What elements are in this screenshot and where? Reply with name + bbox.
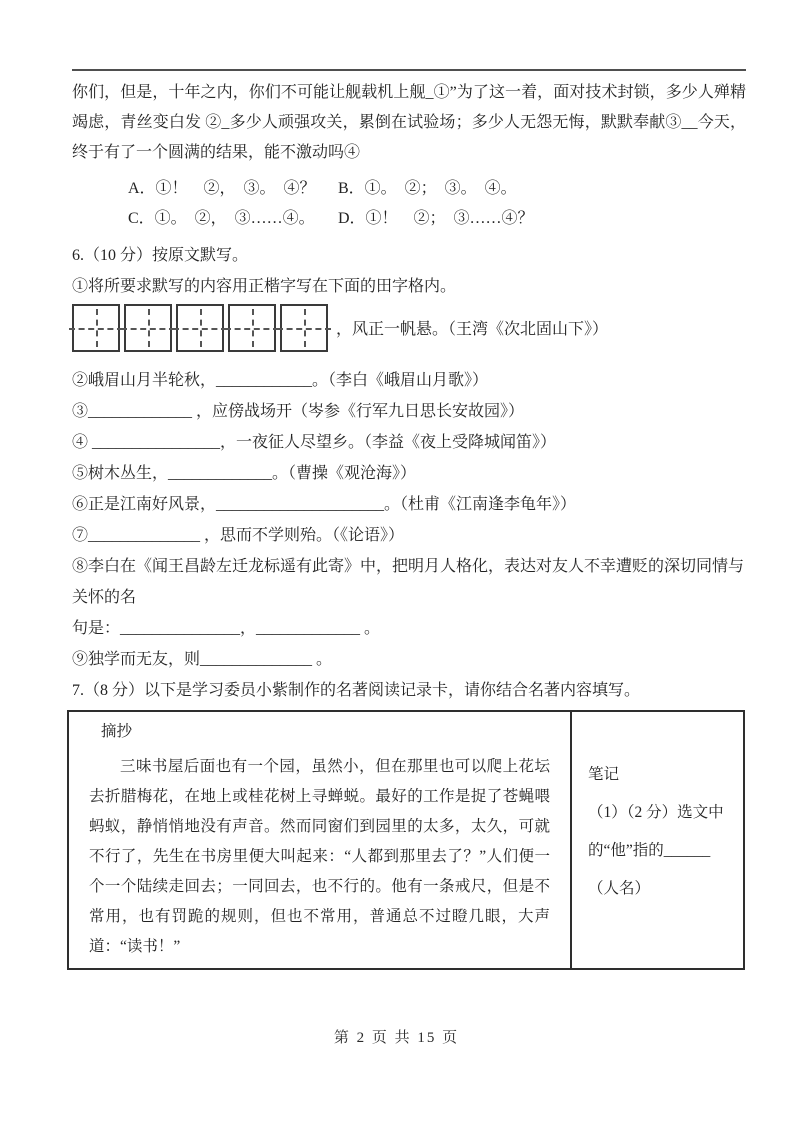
question5-options (72, 174, 746, 234)
option-b: B．①。 ②； ③。 ④。 (338, 180, 517, 197)
q6-item-9: ⑨独学而无友，则______________ 。 (72, 651, 333, 668)
option-row-2 (72, 204, 746, 234)
question6-heading: 6.（10 分）按原文默写。 (72, 247, 249, 264)
card-note-question: （1）（2 分）选文中的“他”指的______（人名） (588, 804, 724, 897)
question5-passage: 你们，但是，十年之内，你们不可能让舰载机上舰_①”为了这一着，面对技术封锁，多少人殚精竭虑，青丝变白发 ②_多少人顽强攻关，累倒在试验场；多少人无怨无悔，默默奉献③__今天，终于有了一个圆满的结果，能不激动吗④ (72, 84, 746, 161)
q6-item-8-line2: 句是：_______________，_____________ 。 (72, 620, 381, 637)
q6-item-7: ⑦______________ ，思而不学则殆。（《论语》） (72, 527, 405, 544)
option-row-1 (72, 174, 746, 204)
card-excerpt-cell (69, 712, 570, 968)
tianzige-box (72, 304, 120, 352)
tianzige-box (280, 304, 328, 352)
header-rule (72, 69, 746, 71)
tianzige-box (228, 304, 276, 352)
question6-instruction: ①将所要求默写的内容用正楷字写在下面的田字格内。 (72, 278, 457, 295)
option-a: A．①！ ②， ③。 ④？ (128, 180, 316, 197)
reading-record-card (67, 710, 745, 970)
card-note-cell (570, 712, 743, 968)
tianzige-row (72, 304, 746, 351)
page-footer: 第 2 页 共 15 页 (333, 1030, 460, 1046)
card-excerpt-title: 摘抄 (101, 723, 133, 740)
question6-items (72, 365, 746, 675)
option-d: D．①！ ②； ③……④？ (338, 210, 534, 227)
q6-item-4: ④ ________________，一夜征人尽望乡。（李益《夜上受降城闻笛》） (72, 434, 557, 451)
question7-heading: 7.（8 分）以下是学习委员小紫制作的名著阅读记录卡，请你结合名著内容填写。 (72, 682, 641, 699)
option-c: C．①。 ②， ③……④。 (128, 210, 315, 227)
q6-item-2: ②峨眉山月半轮秋，____________。（李白《峨眉山月歌》） (72, 372, 489, 389)
q6-item-8-line1: ⑧李白在《闻王昌龄左迁龙标遥有此寄》中，把明月人格化，表达对友人不幸遭贬的深切同情与关怀的名 (72, 558, 745, 606)
q6-item-6: ⑥正是江南好风景，_____________________。（杜甫《江南逢李龟年》） (72, 496, 577, 513)
q6-item-5: ⑤树木丛生，_____________。（曹操《观沧海》） (72, 465, 417, 482)
card-note-title: 笔记 (588, 766, 620, 783)
tianzige-suffix: ，风正一帆悬。（王湾《次北固山下》） (336, 321, 609, 338)
tianzige-box (176, 304, 224, 352)
tianzige-box (124, 304, 172, 352)
q6-item-3: ③_____________ ，应傍战场开（岑参《行军九日思长安故园》） (72, 403, 525, 420)
card-excerpt-text: 三味书屋后面也有一个园，虽然小，但在那里也可以爬上花坛去折腊梅花，在地上或桂花树上寻蝉蜕。最好的工作是捉了苍蝇喂蚂蚁，静悄悄地没有声音。然而同窗们到园里的太多，太久，可就不行了，先生在书房里便大叫起来：“人都到那里去了？”人们便一个一个陆续走回去；一同回去，也不行的。他有一条戒尺，但是不常用，也有罚跪的规则，但也不常用，普通总不过瞪几眼，大声道：“读书！” (89, 758, 550, 955)
